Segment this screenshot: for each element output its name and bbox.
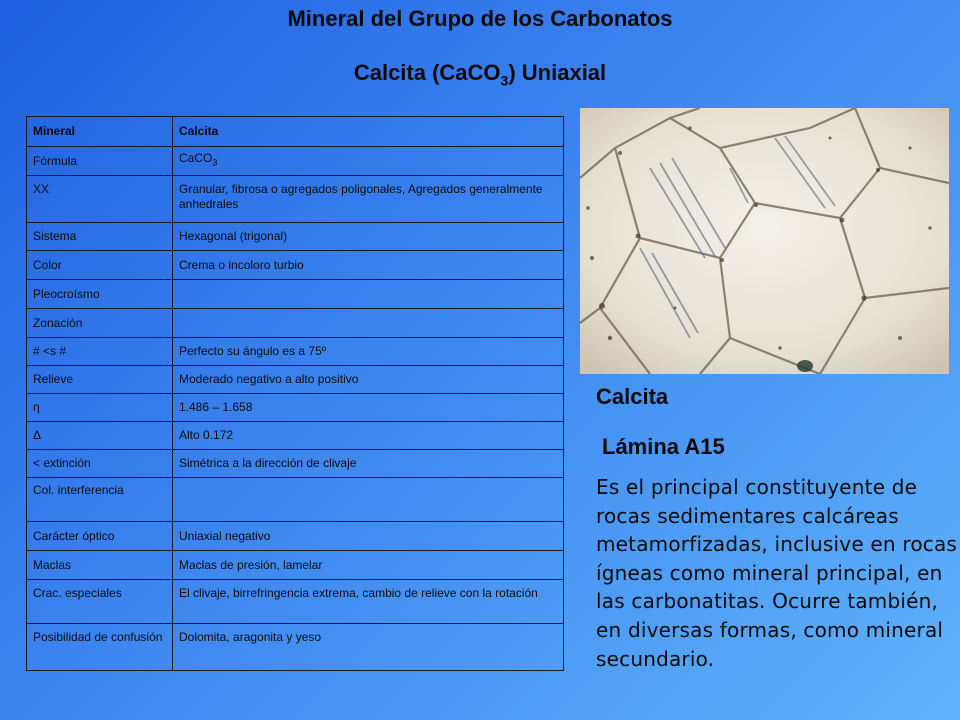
row-value: Alto 0.172 — [173, 422, 564, 450]
page-subtitle — [0, 60, 960, 88]
calcite-thin-section-photo — [580, 108, 949, 374]
row-key: Pleocroísmo — [27, 280, 173, 309]
row-key: Maclas — [27, 551, 173, 580]
table-row — [27, 450, 564, 478]
row-value: Calcita — [173, 117, 564, 147]
table-row — [27, 280, 564, 309]
row-value: Granular, fibrosa o agregados poligonales, Agregados generalmente anhedrales — [173, 176, 564, 223]
table-row — [27, 176, 564, 223]
properties-table — [26, 116, 564, 671]
row-value — [173, 478, 564, 522]
subtitle-subscript: 3 — [500, 72, 509, 89]
mineral-name: Calcita — [596, 384, 669, 409]
row-key: Carácter óptico — [27, 522, 173, 551]
formula-subscript: 3 — [212, 157, 218, 168]
row-key: Mineral — [27, 117, 173, 147]
micrograph-image — [580, 108, 949, 374]
table-row — [27, 117, 564, 147]
table-row — [27, 251, 564, 280]
row-key: Col. interferencia — [27, 478, 173, 522]
row-key: Posibilidad de confusión — [27, 624, 173, 671]
row-key: Sistema — [27, 223, 173, 251]
row-key: Δ — [27, 422, 173, 450]
row-value — [173, 147, 564, 176]
row-value: Crema o incoloro turbio — [173, 251, 564, 280]
row-value — [173, 280, 564, 309]
row-value: Moderado negativo a alto positivo — [173, 366, 564, 394]
table-row — [27, 147, 564, 176]
row-value: Simétrica a la dirección de clivaje — [173, 450, 564, 478]
page-title: Mineral del Grupo de los Carbonatos — [287, 6, 673, 31]
row-key: Color — [27, 251, 173, 280]
row-key: Fórmula — [27, 147, 173, 176]
row-value: 1.486 – 1.658 — [173, 394, 564, 422]
table-row — [27, 422, 564, 450]
row-value: Maclas de presión, lamelar — [173, 551, 564, 580]
table-row — [27, 338, 564, 366]
row-key: XX — [27, 176, 173, 223]
table-row — [27, 624, 564, 671]
row-value — [173, 309, 564, 338]
row-key: η — [27, 394, 173, 422]
row-key: # <s # — [27, 338, 173, 366]
table-row — [27, 394, 564, 422]
row-value: Dolomita, aragonita y yeso — [173, 624, 564, 671]
sample-label: Lámina A15 — [602, 434, 725, 459]
row-value: Uniaxial negativo — [173, 522, 564, 551]
table-row — [27, 478, 564, 522]
table-row — [27, 580, 564, 624]
subtitle-text: Calcita (CaCO — [353, 60, 501, 85]
row-value: Perfecto su ángulo es a 75º — [173, 338, 564, 366]
table-row — [27, 366, 564, 394]
formula-text: CaCO — [179, 151, 213, 166]
row-value: El clivaje, birrefringencia extrema, cambio de relieve con la rotación — [173, 580, 564, 624]
table-row — [27, 309, 564, 338]
row-value: Hexagonal (trigonal) — [173, 223, 564, 251]
row-key: Zonación — [27, 309, 173, 338]
row-key: Relieve — [27, 366, 173, 394]
table-row — [27, 223, 564, 251]
table-row — [27, 551, 564, 580]
table-row — [27, 522, 564, 551]
mineral-description: Es el principal constituyente de rocas sedimentares calcáreas metamorfizadas, inclusive en rocas ígneas como mineral principal, en las carbonatitas. Ocurre también, en diversas formas, como mineral secundario. — [596, 475, 958, 671]
row-key: < extinción — [27, 450, 173, 478]
subtitle-suffix: ) Uniaxial — [508, 60, 607, 85]
row-key: Crac. especiales — [27, 580, 173, 624]
